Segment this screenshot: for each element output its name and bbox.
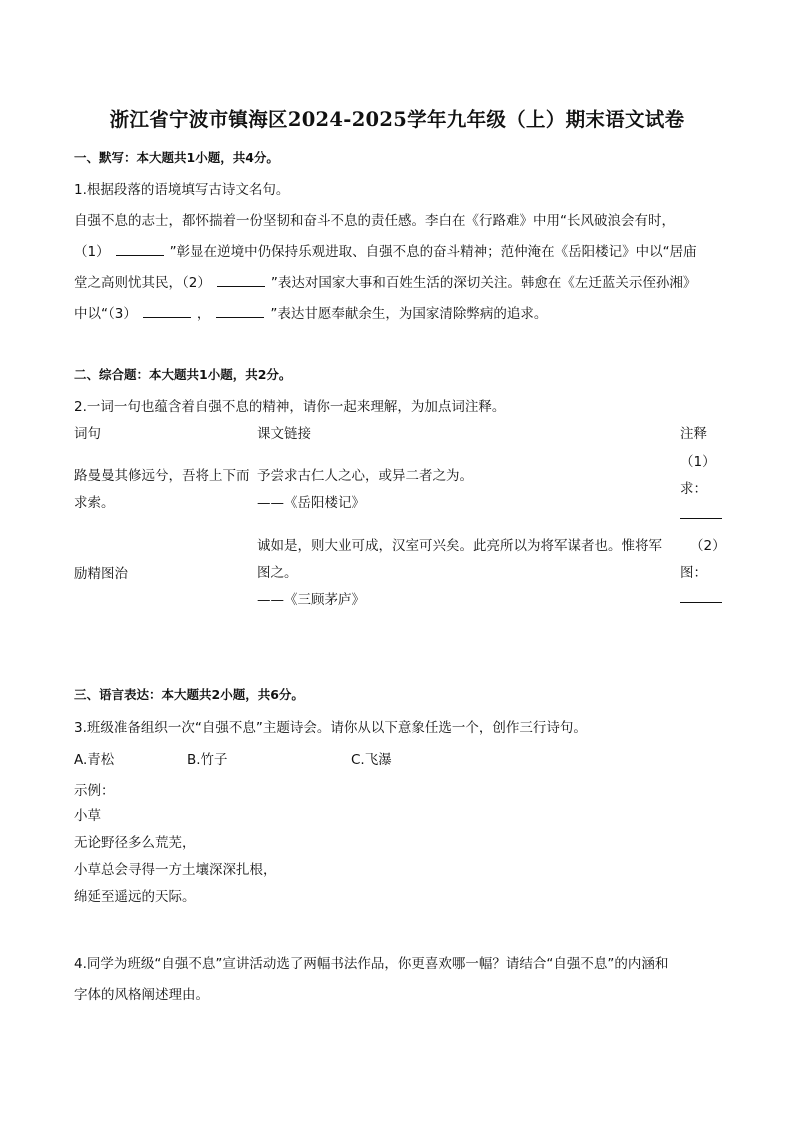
option-b: B.竹子 [187,752,228,768]
page-title: 浙江省宁波市镇海区2024-2025学年九年级（上）期末语文试卷 [109,108,685,131]
row1-note-number: （1） [680,454,716,470]
question-2-stem: 2.一词一句也蕴含着自强不息的精神，请你一起来理解，为加点词注释。 [74,399,506,415]
section-2-heading: 二、综合题：本大题共1小题，共2分。 [74,367,292,382]
row1-phrase: 路曼曼其修远兮，吾将上下而 [74,468,250,484]
poem-line: 小草总会寻得一方土壤深深扎根， [74,862,277,878]
answer-blank-1[interactable] [116,254,164,256]
poem-line: 绵延至遥远的天际。 [74,889,196,905]
row2-note-word: 图： [680,565,707,581]
table-header-note: 注释 [680,426,707,442]
answer-blank-3b[interactable] [216,316,264,318]
question-1-paragraph-line: 自强不息的志士，都怀揣着一份坚韧和奋斗不息的责任感。李白在《行路难》中用“长风破浪会有时， [74,213,675,229]
blank-label: （1） [74,244,110,260]
row1-note-word: 求： [680,481,707,497]
question-1-paragraph-line: 堂之高则忧其民，（2） ”表达对国家大事和百姓生活的深切关注。韩愈在《左迁蓝关示侄孙湘》 [74,275,697,291]
row1-link-source: ——《岳阳楼记》 [257,495,365,511]
question-3-stem: 3.班级准备组织一次“自强不息”主题诗会。请你从以下意象任选一个，创作三行诗句。 [74,720,587,736]
row1-link-text: 予尝求古仁人之心，或异二者之为。 [257,468,473,484]
row2-link-source: ——《三顾茅庐》 [257,592,365,608]
question-1-paragraph-line: （1） ”彰显在逆境中仍保持乐观进取、自强不息的奋斗精神；范仲淹在《岳阳楼记》中以“居庙 [74,244,697,260]
question-1-stem: 1.根据段落的语境填写古诗文名句。 [74,182,290,198]
row2-link-text-cont: 图之。 [257,565,298,581]
option-a: A.青松 [74,752,115,768]
option-c: C.飞瀑 [351,752,392,768]
answer-blank-3a[interactable] [143,316,191,318]
row2-link-text: 诚如是，则大业可成，汉室可兴矣。此亮所以为将军谋者也。惟将军 [257,538,662,554]
poem-line: 无论野径多么荒芜， [74,835,196,851]
row1-phrase-cont: 求索。 [74,495,115,511]
row2-answer-blank[interactable] [680,602,722,603]
question-4-stem-cont: 字体的风格阐述理由。 [74,987,209,1003]
table-header-link: 课文链接 [257,426,311,442]
section-3-heading: 三、语言表达：本大题共2小题，共6分。 [74,687,304,702]
row2-phrase: 励精图治 [74,566,128,582]
table-header-phrase: 词句 [74,426,101,442]
question-4-stem: 4.同学为班级“自强不息”宣讲活动选了两幅书法作品，你更喜欢哪一幅？请结合“自强不息”的内涵和 [74,956,669,972]
example-label: 示例： [74,783,115,799]
question-1-paragraph-line: 中以“（3） ， ”表达甘愿奉献余生，为国家清除弊病的追求。 [74,306,548,322]
row2-note-number: （2） [690,538,726,554]
row1-answer-blank[interactable] [680,518,722,519]
section-1-heading: 一、默写：本大题共1小题，共4分。 [74,150,279,165]
answer-blank-2[interactable] [217,285,265,287]
poem-line: 小草 [74,808,101,824]
